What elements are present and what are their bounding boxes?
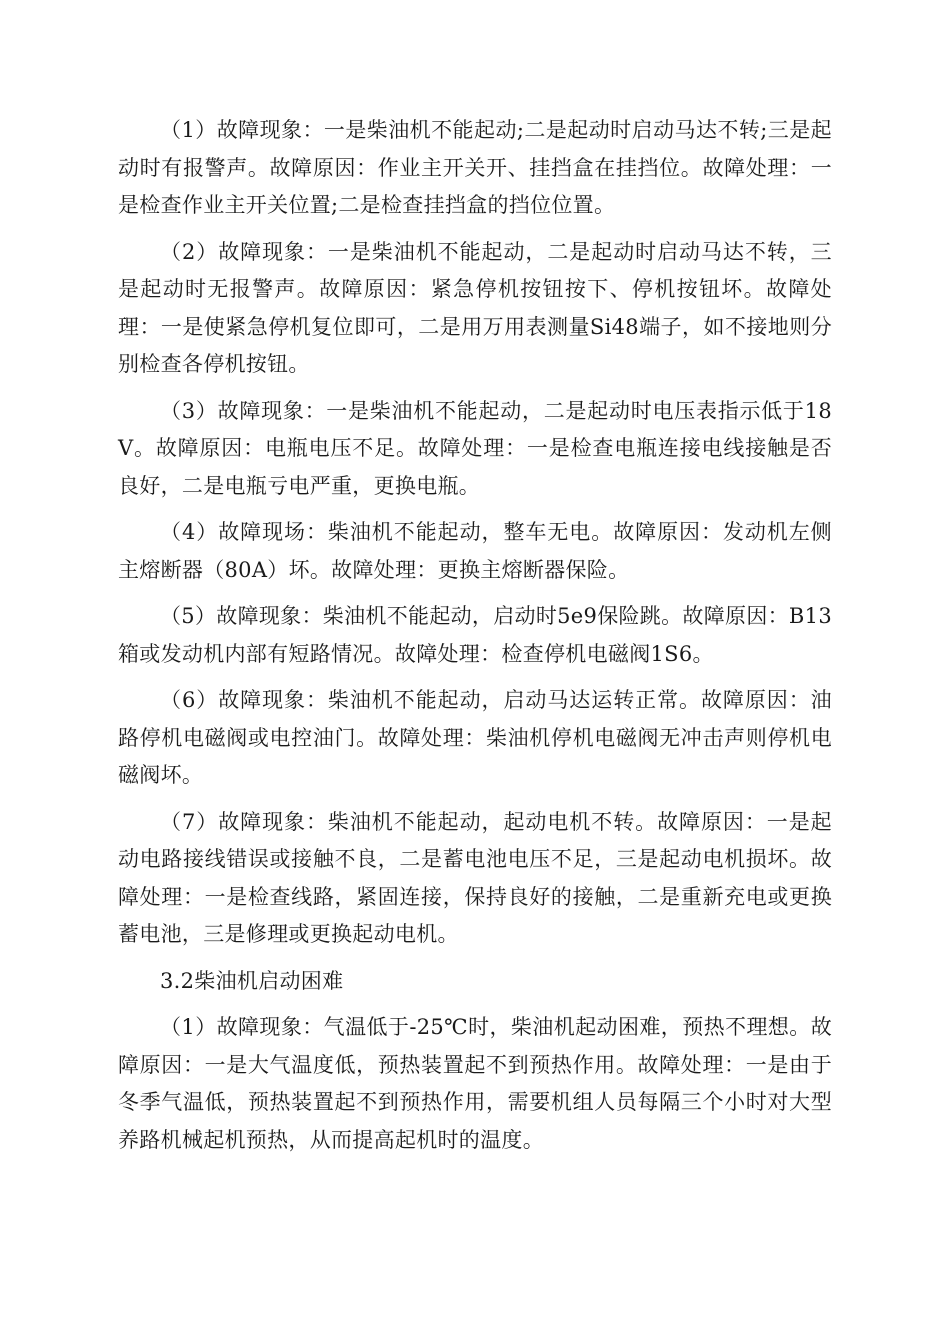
paragraph-fault-7: （7）故障现象：柴油机不能起动，起动电机不转。故障原因：一是起动电路接线错误或接触不良，二是蓄电池电压不足，三是起动电机损坏。故障处理：一是检查线路，紧固连接，保持良好的接触，二是重新充电或更换蓄电池，三是修理或更换起动电机。 [118, 809, 832, 946]
paragraph-fault-2: （2）故障现象：一是柴油机不能起动，二是起动时启动马达不转，三是起动时无报警声。故障原因：紧急停机按钮按下、停机按钮坏。故障处理：一是使紧急停机复位即可，二是用万用表测量Si48端子，如不接地则分别检查各停机按钮。 [118, 239, 832, 376]
paragraph-fault-6: （6）故障现象：柴油机不能起动，启动马达运转正常。故障原因：油路停机电磁阀或电控油门。故障处理：柴油机停机电磁阀无冲击声则停机电磁阀坏。 [118, 688, 832, 787]
section-paragraph-1: （1）故障现象：气温低于-25℃时，柴油机起动困难，预热不理想。故障原因：一是大气温度低，预热装置起不到预热作用。故障处理：一是由于冬季气温低，预热装置起不到预热作用，需要机组人员每隔三个小时对大型养路机械起机预热，从而提高起机时的温度。 [118, 1015, 832, 1152]
document-body [118, 112, 832, 1168]
paragraph-fault-3: （3）故障现象：一是柴油机不能起动，二是起动时电压表指示低于18V。故障原因：电瓶电压不足。故障处理：一是检查电瓶连接电线接触是否良好，二是电瓶亏电严重，更换电瓶。 [118, 398, 832, 498]
paragraph-fault-4: （4）故障现场：柴油机不能起动，整车无电。故障原因：发动机左侧主熔断器（80A）坏。故障处理：更换主熔断器保险。 [118, 520, 832, 582]
paragraph-fault-1: （1）故障现象：一是柴油机不能起动;二是起动时启动马达不转;三是起动时有报警声。故障原因：作业主开关开、挂挡盒在挂挡位。故障处理：一是检查作业主开关位置;二是检查挂挡盒的挡位位置。 [118, 118, 832, 217]
paragraph-fault-5: （5）故障现象：柴油机不能起动，启动时5e9保险跳。故障原因：B13箱或发动机内部有短路情况。故障处理：检查停机电磁阀1S6。 [118, 604, 832, 666]
section-heading: 3.2柴油机启动困难 [160, 968, 344, 993]
